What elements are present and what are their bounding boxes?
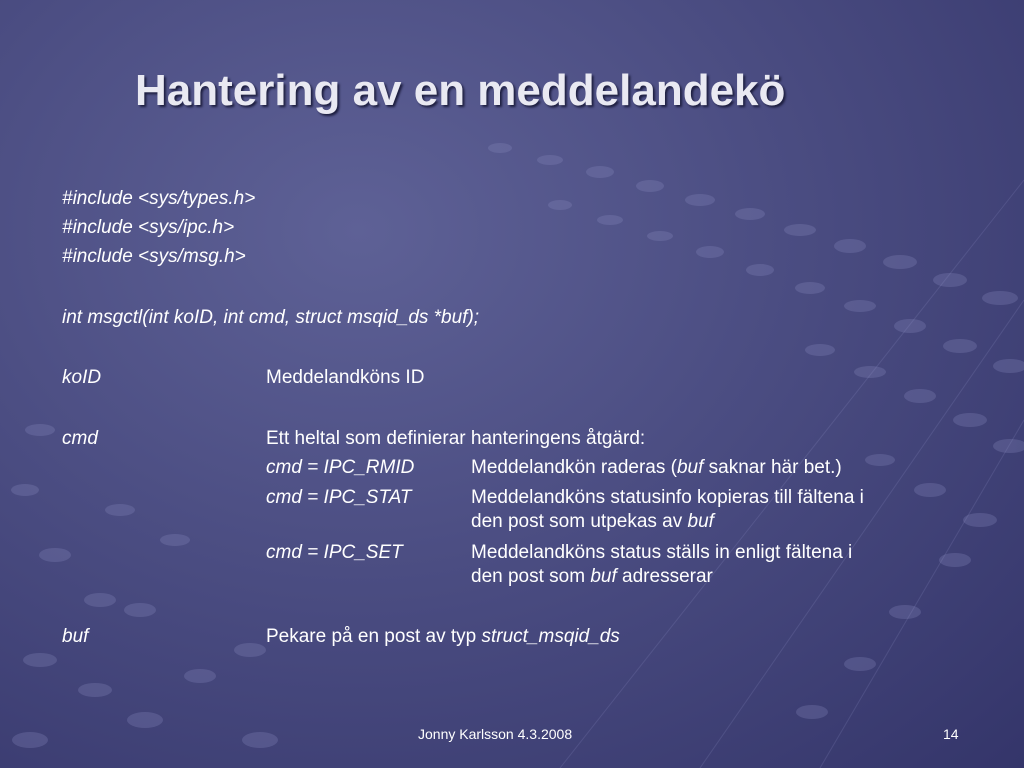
include-line: #include <sys/types.h>	[62, 188, 256, 209]
footer-page-number: 14	[943, 726, 959, 742]
function-prototype: int msgctl(int koID, int cmd, struct msqid_ds *buf);	[62, 307, 480, 328]
cmd-option-desc-cont: den post som buf adresserar	[471, 566, 713, 587]
param-desc-koid: Meddelandköns ID	[266, 367, 425, 388]
include-line: #include <sys/msg.h>	[62, 246, 246, 267]
param-name-koid: koID	[62, 367, 102, 388]
cmd-option-value: cmd = IPC_SET	[266, 542, 403, 563]
cmd-option-value: cmd = IPC_STAT	[266, 487, 412, 508]
param-desc-buf: Pekare på en post av typ struct_msqid_ds	[266, 626, 620, 647]
footer-author-date: Jonny Karlsson 4.3.2008	[418, 726, 573, 742]
cmd-option-desc: Meddelandköns status ställs in enligt fältena i	[471, 542, 853, 563]
cmd-option-desc: Meddelandkön raderas (buf saknar här bet.)	[471, 457, 842, 478]
cmd-option-desc: Meddelandköns statusinfo kopieras till fältena i	[471, 487, 864, 508]
param-desc-cmd: Ett heltal som definierar hanteringens åtgärd:	[266, 428, 646, 449]
include-line: #include <sys/ipc.h>	[62, 217, 235, 238]
param-name-buf: buf	[62, 626, 89, 647]
param-name-cmd: cmd	[62, 428, 98, 449]
slide-title: Hantering av en meddelandekö	[135, 66, 786, 115]
cmd-option-value: cmd = IPC_RMID	[266, 457, 415, 478]
cmd-option-desc-cont: den post som utpekas av buf	[471, 511, 714, 532]
